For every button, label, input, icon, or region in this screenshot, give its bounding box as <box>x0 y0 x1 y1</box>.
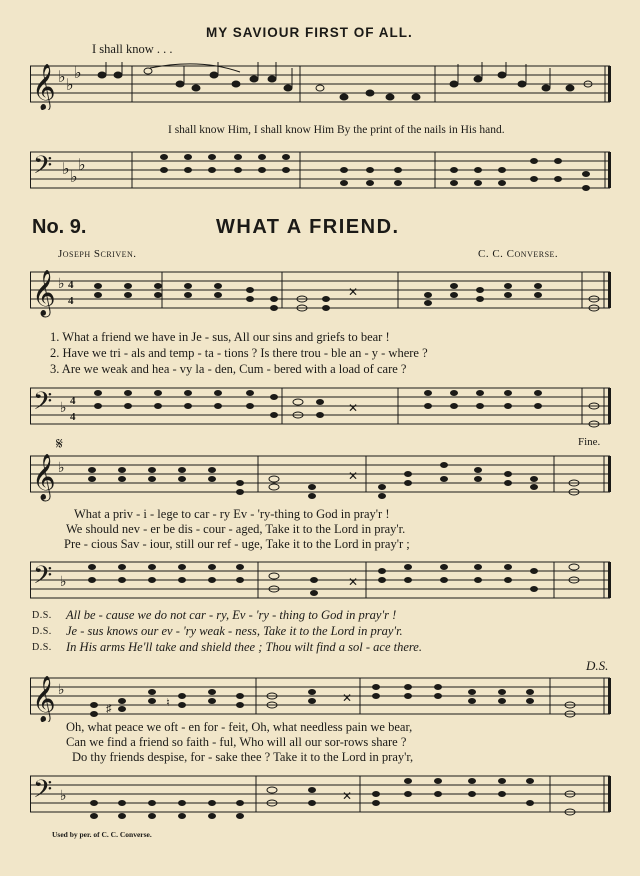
system1-verse-2: 2. Have we tri - als and temp - ta - tions ? Is there trou - ble an - y - where ? <box>50 346 428 360</box>
svg-text:♯: ♯ <box>106 703 112 715</box>
ds-line-1: All be - cause we do not car - ry, Ev - 'ry - thing to God in pray'r ! <box>66 608 397 622</box>
system1-verse-3: 3. Are we weak and hea - vy la - den, Cum - bered with a load of care ? <box>50 362 407 376</box>
svg-text:♭: ♭ <box>58 277 65 292</box>
svg-text:♭: ♭ <box>60 789 67 804</box>
ds-mark-1: D.S. <box>32 610 52 621</box>
previous-hymn-chorus-lyric: I shall know Him, I shall know Him By the print of the nails in His hand. <box>168 124 505 136</box>
svg-text:♭: ♭ <box>62 161 70 178</box>
svg-text:4: 4 <box>68 279 74 291</box>
svg-text:𝄢: 𝄢 <box>33 775 53 810</box>
svg-text:♭: ♭ <box>78 157 86 174</box>
svg-text:♭: ♭ <box>60 401 67 416</box>
svg-text:✕: ✕ <box>342 789 353 803</box>
ds-line-3: In His arms He'll take and shield thee ; Thou wilt find a sol - ace there. <box>66 640 422 654</box>
ds-marker: D.S. <box>586 658 609 673</box>
ds-mark-3: D.S. <box>32 642 52 653</box>
svg-text:♭: ♭ <box>74 65 82 82</box>
svg-text:✕: ✕ <box>342 691 353 705</box>
svg-text:𝄞: 𝄞 <box>32 64 56 110</box>
svg-text:𝄢: 𝄢 <box>33 387 53 422</box>
system3-bass-staff <box>30 770 612 826</box>
system1-verse-1: 1. What a friend we have in Je - sus, All our sins and griefs to bear ! <box>50 330 390 344</box>
svg-text:♮: ♮ <box>166 697 170 709</box>
system3-verse-2: Can we find a friend so faith - ful, Who will all our sor-rows share ? <box>66 735 407 749</box>
svg-text:𝄞: 𝄞 <box>32 454 56 500</box>
svg-text:4: 4 <box>70 411 76 423</box>
svg-text:𝄞: 𝄞 <box>32 270 56 316</box>
system2-verse-2: We should nev - er be dis - cour - aged, Take it to the Lord in pray'r. <box>66 522 406 536</box>
previous-hymn-bass-staff <box>30 148 612 196</box>
svg-text:4: 4 <box>70 395 76 407</box>
system1-bass-staff <box>30 382 612 432</box>
svg-text:♭: ♭ <box>70 169 78 186</box>
hymn-author: Joseph Scriven. <box>58 248 137 260</box>
hymn-composer: C. C. Converse. <box>478 248 559 260</box>
svg-text:4: 4 <box>68 295 74 307</box>
ds-mark-2: D.S. <box>32 626 52 637</box>
svg-text:𝄢: 𝄢 <box>33 151 53 186</box>
previous-hymn-treble-staff <box>30 62 612 110</box>
fine-marker: Fine. <box>578 436 601 448</box>
hymn-number: No. 9. <box>32 216 87 238</box>
system2-bass-staff <box>30 556 612 606</box>
svg-text:𝄢: 𝄢 <box>33 561 53 596</box>
svg-text:♭: ♭ <box>66 77 74 94</box>
system3-verse-1: Oh, what peace we oft - en for - feit, Oh, what needless pain we bear, <box>66 720 413 734</box>
previous-hymn-lead-in: I shall know . . . <box>92 42 173 56</box>
system2-verse-3: Pre - cious Sav - iour, still our ref - uge, Take it to the Lord in pray'r ; <box>64 537 410 551</box>
hymn-title: WHAT A FRIEND. <box>216 216 400 238</box>
svg-text:♭: ♭ <box>58 461 65 476</box>
copyright-credit: Used by per. of C. C. Converse. <box>52 830 152 839</box>
system1-treble-staff <box>30 266 612 318</box>
svg-text:♭: ♭ <box>60 575 67 590</box>
system2-treble-staff <box>30 450 612 502</box>
previous-hymn-title: MY SAVIOUR FIRST OF ALL. <box>206 25 413 40</box>
svg-text:𝄞: 𝄞 <box>32 676 56 722</box>
ds-line-2: Je - sus knows our ev - 'ry weak - ness, Take it to the Lord in pray'r. <box>66 624 403 638</box>
svg-text:✕: ✕ <box>348 469 359 483</box>
system3-verse-3: Do thy friends despise, for - sake thee ? Take it to the Lord in pray'r, <box>72 750 414 764</box>
svg-text:✕: ✕ <box>348 285 359 299</box>
svg-text:✕: ✕ <box>348 401 359 415</box>
svg-text:♭: ♭ <box>58 69 66 86</box>
segno-sign: 𝄋 <box>56 434 63 453</box>
svg-text:♭: ♭ <box>58 683 65 698</box>
system3-treble-staff <box>30 672 612 722</box>
system2-verse-1: What a priv - i - lege to car - ry Ev - 'ry-thing to God in pray'r ! <box>74 507 390 521</box>
svg-text:✕: ✕ <box>348 575 359 589</box>
